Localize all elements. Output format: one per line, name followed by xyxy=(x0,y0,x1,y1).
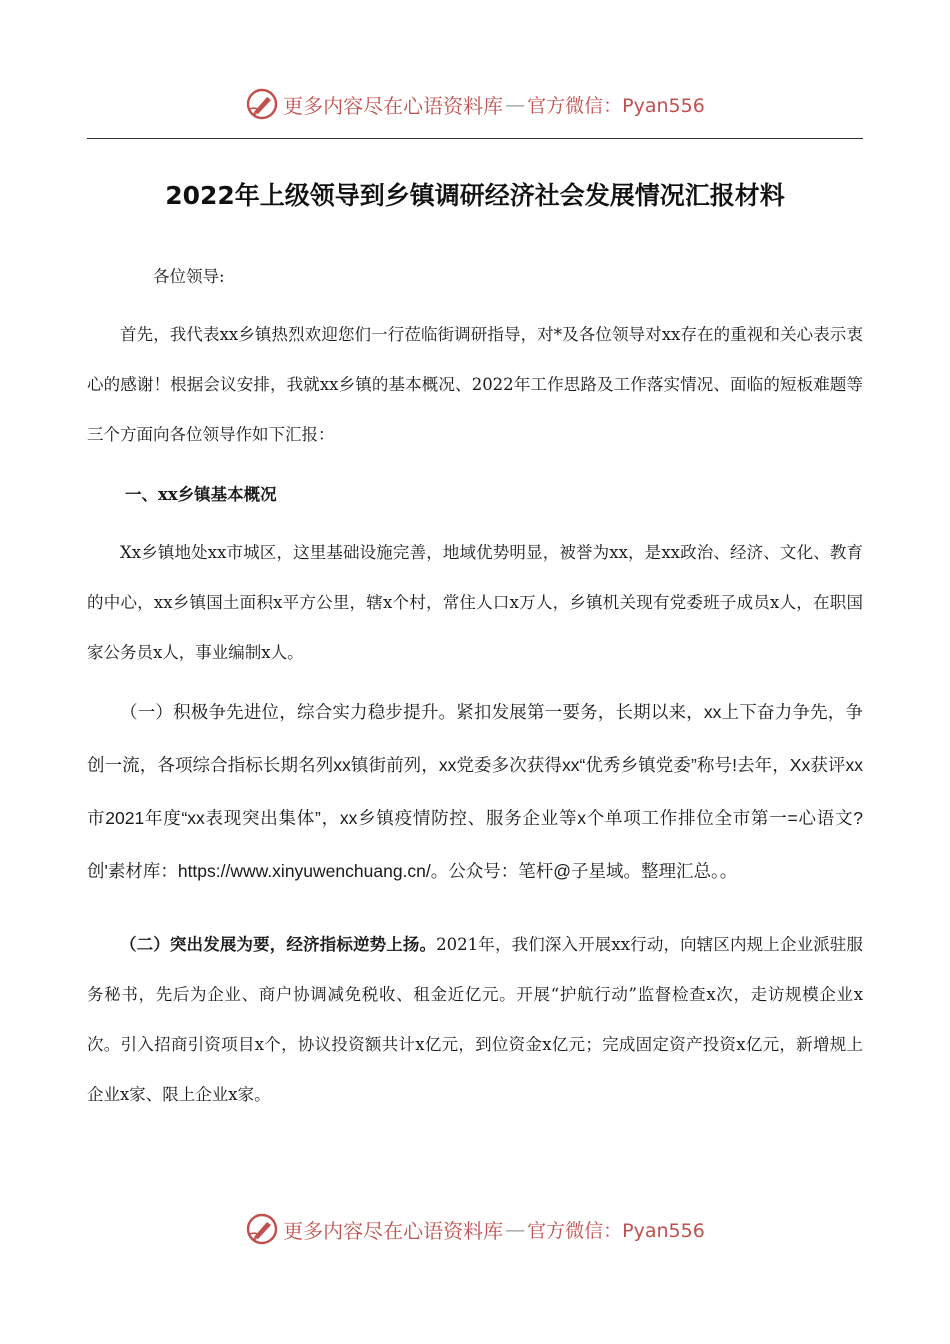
brand-wechat: 官方微信：Pyan556 xyxy=(527,1219,705,1242)
overview-paragraph: Xx乡镇地处xx市城区，这里基础设施完善，地域优势明显，被誉为xx，是xx政治、经济、文化、教育的中心，xx乡镇国土面积x平方公里，辖x个村，常住人口x万人，乡镇机关现有党委班子成员x人，在职国家公务员x人，事业编制x人。 xyxy=(87,543,863,662)
brand-text: 更多内容尽在心语资料库 xyxy=(283,1218,504,1243)
header-divider xyxy=(87,138,863,139)
brand-watermark-footer xyxy=(245,1212,705,1246)
item-two-paragraph xyxy=(87,920,863,1120)
brand-watermark xyxy=(245,87,705,121)
greeting: 各位领导: xyxy=(153,267,225,286)
item-two-body: 2021年，我们深入开展xx行动，向辖区内规上企业派驻服务秘书，先后为企业、商户协调减免税收、租金近亿元。开展“护航行动”监督检查x次，走访规模企业x次。引入招商引资项目x个，协议投资额共计x亿元，到位资金x亿元；完成固定资产投资x亿元，新增规上企业x家、限上企业x家。 xyxy=(87,935,863,1104)
intro-paragraph: 首先，我代表xx乡镇热烈欢迎您们一行莅临街调研指导，对*及各位领导对xx存在的重视和关心表示衷心的感谢！根据会议安排，我就xx乡镇的基本概况、2022年工作思路及工作落实情况、面临的短板难题等三个方面向各位领导作如下汇报： xyxy=(87,325,863,444)
pen-logo-icon xyxy=(245,1212,279,1246)
item-two-heading: （二）突出发展为要，经济指标逆势上扬。 xyxy=(120,935,437,954)
document-title: 2022年上级领导到乡镇调研经济社会发展情况汇报材料 xyxy=(165,181,785,210)
brand-dash: — xyxy=(505,92,526,116)
brand-wechat: 官方微信：Pyan556 xyxy=(527,94,705,117)
footer-banner xyxy=(0,1209,950,1249)
section-heading: 一、xx乡镇基本概况 xyxy=(125,485,277,504)
header-banner xyxy=(0,84,950,124)
brand-dash: — xyxy=(505,1217,526,1241)
brand-text: 更多内容尽在心语资料库 xyxy=(283,93,504,118)
pen-logo-icon xyxy=(245,87,279,121)
item-one-paragraph: （一）积极争先进位，综合实力稳步提升。紧扣发展第一要务，长期以来，xx上下奋力争先，争创一流，各项综合指标长期名列xx镇街前列，xx党委多次获得xx“优秀乡镇党委”称号!去年，Xx获评xx市2021年度“xx表现突出集体”，xx乡镇疫情防控、服务企业等x个单项工作排位全市第一=心语文?创'素材库：https://www.xinyuwenchuang.cn/。公众号：笔杆@子星域。整理汇总。。 xyxy=(87,702,863,881)
